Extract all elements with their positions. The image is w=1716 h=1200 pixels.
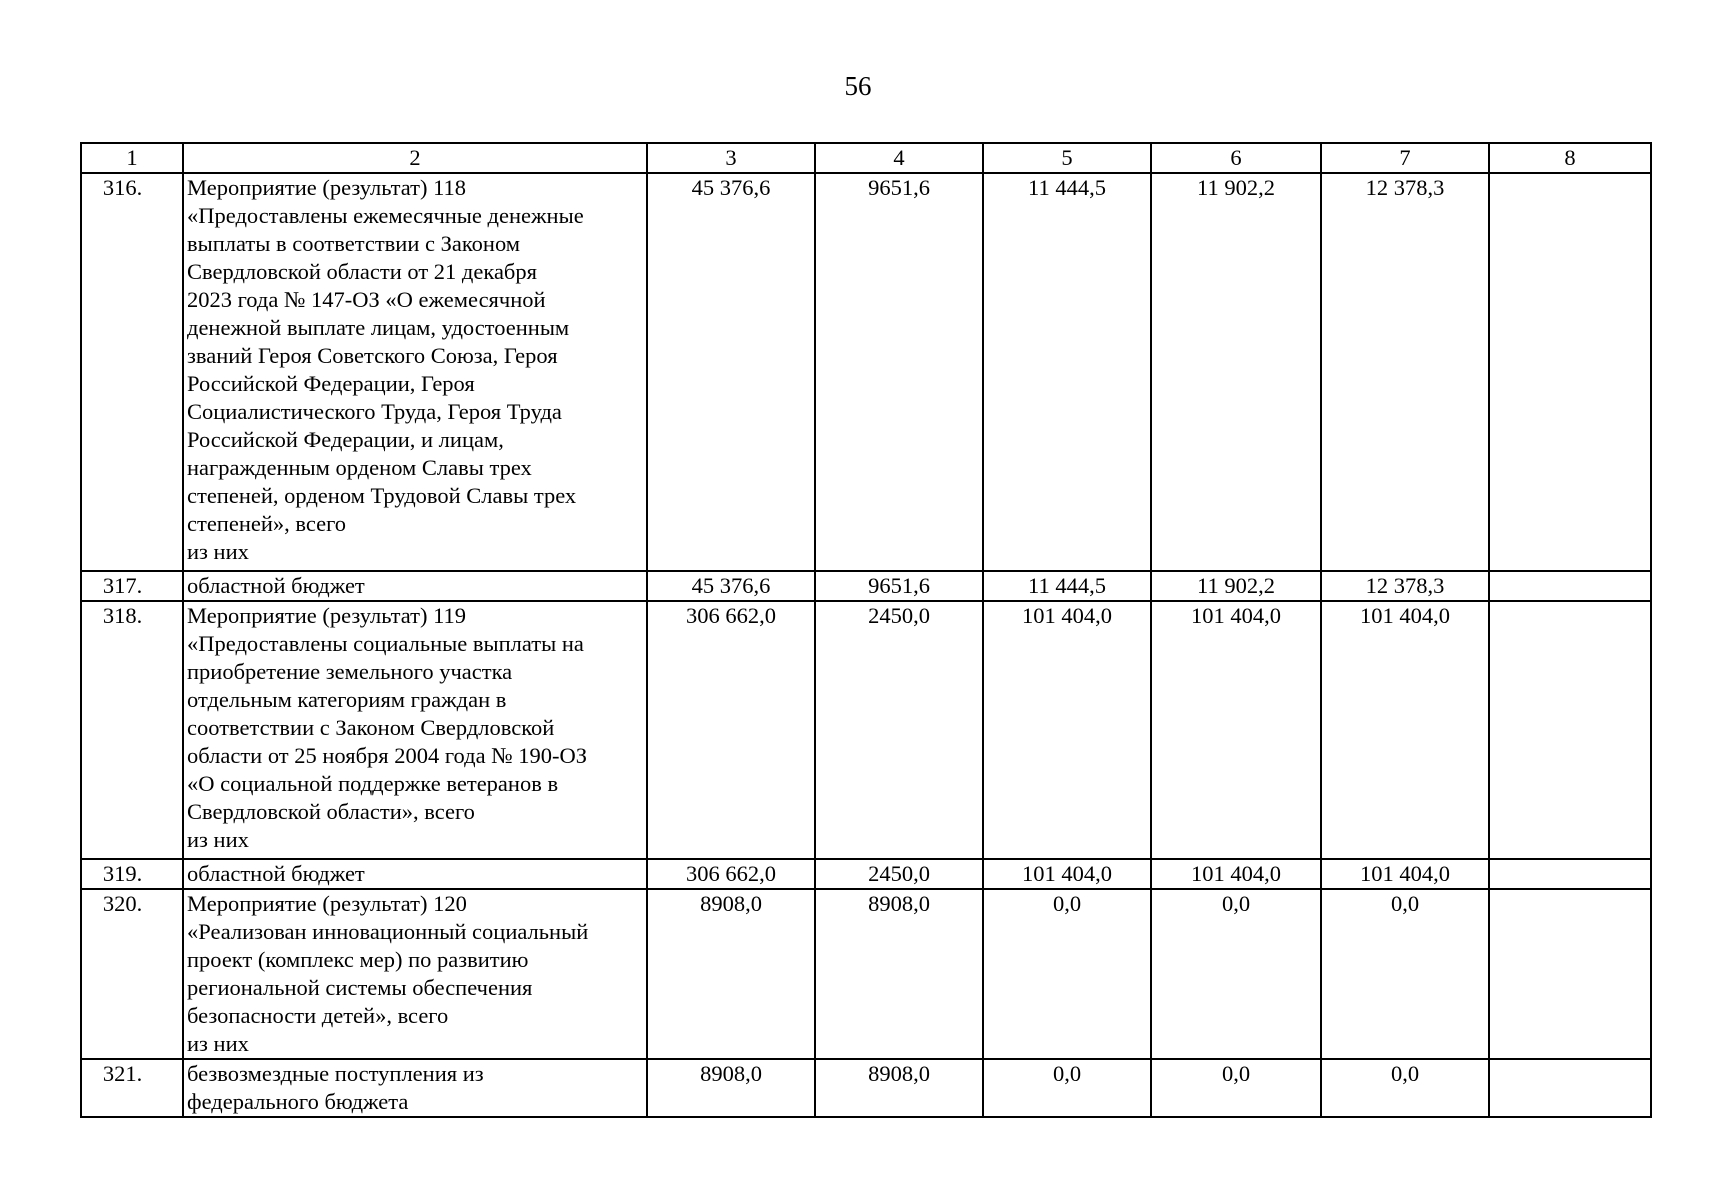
value-col-5: 0,0 bbox=[983, 1059, 1151, 1117]
value-col-4: 2450,0 bbox=[815, 859, 983, 889]
value-col-3: 45 376,6 bbox=[647, 571, 815, 601]
column-header-6: 6 bbox=[1151, 143, 1321, 173]
row-number: 320. bbox=[81, 889, 183, 1059]
value-col-6: 0,0 bbox=[1151, 889, 1321, 1059]
value-col-8 bbox=[1489, 173, 1651, 571]
value-col-8 bbox=[1489, 601, 1651, 859]
value-col-4: 9651,6 bbox=[815, 571, 983, 601]
value-col-6: 11 902,2 bbox=[1151, 173, 1321, 571]
column-header-1: 1 bbox=[81, 143, 183, 173]
table-row bbox=[81, 571, 1651, 601]
value-col-7: 0,0 bbox=[1321, 889, 1489, 1059]
value-col-7: 101 404,0 bbox=[1321, 859, 1489, 889]
row-name: Мероприятие (результат) 119 «Предоставлены социальные выплаты на приобретение земельного участка отдельным категориям граждан в соответствии с Законом Свердловской области от 25 ноября 2004 года № 190-ОЗ «О социальной поддержке ветеранов в Свердловской области», всего из них bbox=[183, 601, 647, 859]
value-col-3: 306 662,0 bbox=[647, 859, 815, 889]
row-number: 321. bbox=[81, 1059, 183, 1117]
value-col-3: 8908,0 bbox=[647, 1059, 815, 1117]
value-col-5: 0,0 bbox=[983, 889, 1151, 1059]
value-col-6: 0,0 bbox=[1151, 1059, 1321, 1117]
value-col-3: 8908,0 bbox=[647, 889, 815, 1059]
value-col-3: 45 376,6 bbox=[647, 173, 815, 571]
value-col-6: 101 404,0 bbox=[1151, 601, 1321, 859]
value-col-6: 11 902,2 bbox=[1151, 571, 1321, 601]
column-header-8: 8 bbox=[1489, 143, 1651, 173]
column-header-4: 4 bbox=[815, 143, 983, 173]
page-number: 56 bbox=[844, 71, 872, 101]
value-col-7: 12 378,3 bbox=[1321, 571, 1489, 601]
column-header-5: 5 bbox=[983, 143, 1151, 173]
column-header-3: 3 bbox=[647, 143, 815, 173]
value-col-8 bbox=[1489, 859, 1651, 889]
value-col-4: 2450,0 bbox=[815, 601, 983, 859]
row-name: областной бюджет bbox=[183, 571, 647, 601]
row-number: 317. bbox=[81, 571, 183, 601]
table-row bbox=[81, 173, 1651, 571]
value-col-7: 101 404,0 bbox=[1321, 601, 1489, 859]
row-number: 319. bbox=[81, 859, 183, 889]
value-col-4: 9651,6 bbox=[815, 173, 983, 571]
value-col-7: 0,0 bbox=[1321, 1059, 1489, 1117]
table-header-row bbox=[81, 143, 1651, 173]
value-col-3: 306 662,0 bbox=[647, 601, 815, 859]
budget-table bbox=[80, 142, 1652, 1118]
value-col-8 bbox=[1489, 889, 1651, 1059]
value-col-7: 12 378,3 bbox=[1321, 173, 1489, 571]
column-header-2: 2 bbox=[183, 143, 647, 173]
value-col-8 bbox=[1489, 1059, 1651, 1117]
value-col-6: 101 404,0 bbox=[1151, 859, 1321, 889]
row-number: 318. bbox=[81, 601, 183, 859]
row-number: 316. bbox=[81, 173, 183, 571]
value-col-5: 101 404,0 bbox=[983, 601, 1151, 859]
row-name: Мероприятие (результат) 118 «Предоставлены ежемесячные денежные выплаты в соответствии с Законом Свердловской области от 21 декабря 2023 года № 147-ОЗ «О ежемесячной денежной выплате лицам, удостоенным званий Героя Советского Союза, Героя Российской Федерации, Героя Социалистического Труда, Героя Труда Российской Федерации, и лицам, награжденным орденом Славы трех степеней, орденом Трудовой Славы трех степеней», всего из них bbox=[183, 173, 647, 571]
value-col-5: 11 444,5 bbox=[983, 173, 1151, 571]
value-col-8 bbox=[1489, 571, 1651, 601]
table-row bbox=[81, 601, 1651, 859]
table-row bbox=[81, 1059, 1651, 1117]
row-name: Мероприятие (результат) 120 «Реализован инновационный социальный проект (комплекс мер) по развитию региональной системы обеспечения безопасности детей», всего из них bbox=[183, 889, 647, 1059]
value-col-4: 8908,0 bbox=[815, 889, 983, 1059]
value-col-5: 11 444,5 bbox=[983, 571, 1151, 601]
row-name: областной бюджет bbox=[183, 859, 647, 889]
table-row bbox=[81, 889, 1651, 1059]
column-header-7: 7 bbox=[1321, 143, 1489, 173]
table-row bbox=[81, 859, 1651, 889]
value-col-5: 101 404,0 bbox=[983, 859, 1151, 889]
row-name: безвозмездные поступления из федерального бюджета bbox=[183, 1059, 647, 1117]
value-col-4: 8908,0 bbox=[815, 1059, 983, 1117]
